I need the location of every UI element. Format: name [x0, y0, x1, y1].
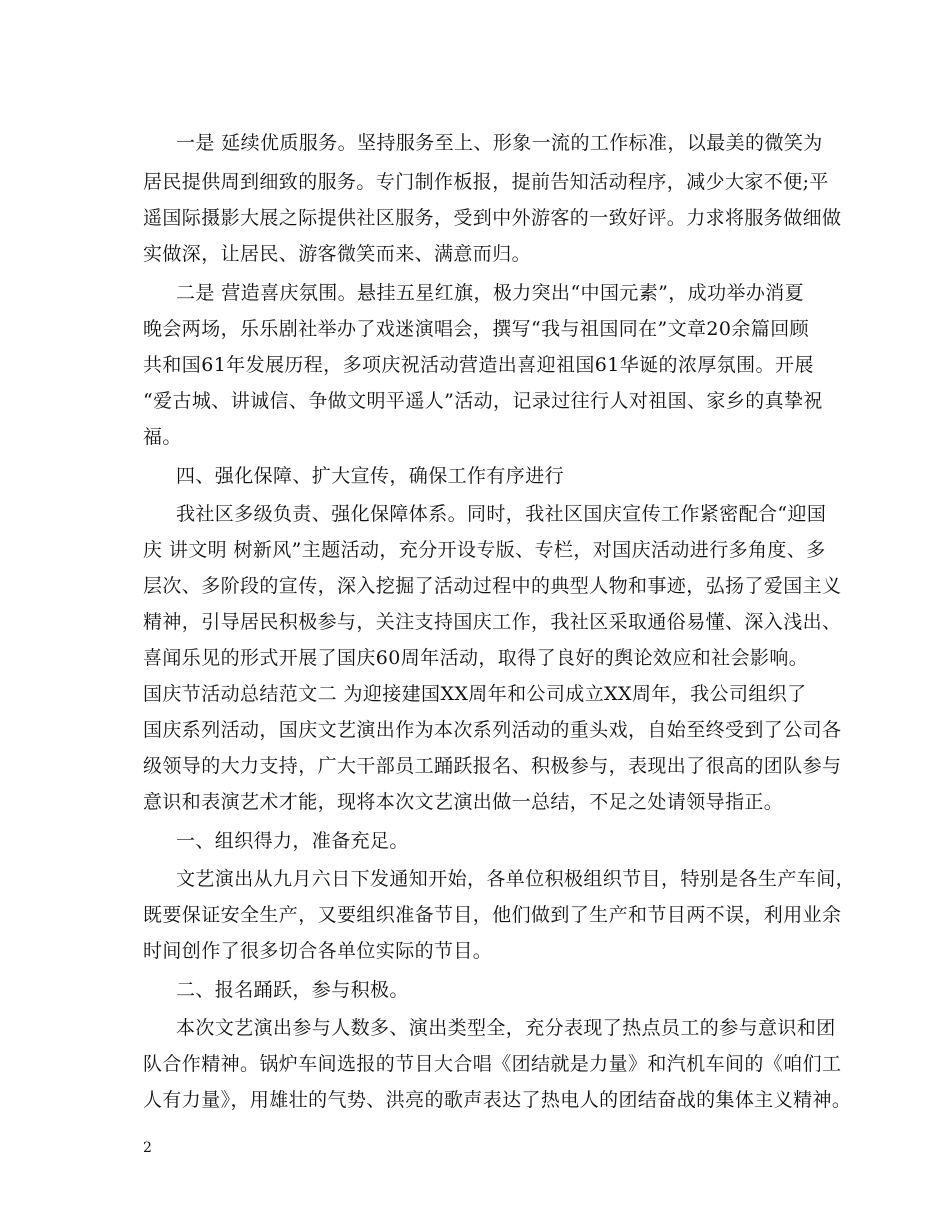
paragraph-line: 晚会两场，乐乐剧社举办了戏迷演唱会，撰写“我与祖国同在”文章20余篇回顾: [143, 318, 810, 340]
paragraph-line: 一是 延续优质服务。坚持服务至上、形象一流的工作标准，以最美的微笑为: [176, 132, 823, 154]
paragraph-line: 喜闻乐见的形式开展了国庆60周年活动，取得了良好的舆论效应和社会影响。: [143, 647, 809, 669]
paragraph-line: 意识和表演艺术才能，现将本次文艺演出做一总结，不足之处请领导指正。: [143, 791, 784, 813]
section-heading: 一、组织得力，准备充足。: [176, 830, 409, 852]
paragraph-line: 既要保证安全生产，又要组织准备节目，他们做到了生产和节目两不误，利用业余: [143, 904, 842, 926]
paragraph-line: 我社区多级负责、强化保障体系。同时，我社区国庆宣传工作紧密配合“迎国: [176, 503, 827, 525]
paragraph-line: “爱古城、讲诚信、争做文明平遥人”活动，记录过往行人对祖国、家乡的真挚祝: [143, 390, 823, 412]
paragraph-line: 人有力量》，用雄壮的气势、洪亮的歌声表达了热电人的团结奋战的集体主义精神。: [143, 1089, 852, 1111]
paragraph-line: 庆 讲文明 树新风”主题活动，充分开设专版、专栏，对国庆活动进行多角度、多: [143, 539, 826, 561]
paragraph-line: 福。: [143, 426, 182, 448]
section-heading: 二、报名踊跃，参与积极。: [176, 979, 409, 1001]
paragraph-line: 层次、多阶段的宣传，深入挖掘了活动过程中的典型人物和事迹，弘扬了爱国主义: [143, 575, 842, 597]
paragraph-line: 遥国际摄影大展之际提供社区服务，受到中外游客的一致好评。力求将服务做细做: [143, 207, 842, 229]
paragraph-line: 二是 营造喜庆氛围。悬挂五星红旗，极力突出“中国元素”，成功举办消夏: [176, 282, 805, 304]
paragraph-line: 精神，引导居民积极参与，关注支持国庆工作，我社区采取通俗易懂、深入浅出、: [143, 611, 842, 633]
paragraph-line: 居民提供周到细致的服务。专门制作板报，提前告知活动程序，减少大家不便;平: [143, 171, 829, 193]
page-number: 2: [143, 1140, 152, 1156]
paragraph-line: 时间创作了很多切合各单位实际的节目。: [143, 940, 493, 962]
paragraph-line: 国庆系列活动，国庆文艺演出作为本次系列活动的重头戏，自始至终受到了公司各: [143, 719, 842, 741]
paragraph-line: 实做深，让居民、游客微笑而来、满意而归。: [143, 243, 532, 265]
paragraph-line: 国庆节活动总结范文二 为迎接建国XX周年和公司成立XX周年，我公司组织了: [143, 683, 807, 705]
paragraph-line: 队合作精神。锅炉车间选报的节目大合唱《团结就是力量》和汽机车间的《咱们工: [143, 1053, 842, 1075]
paragraph-line: 文艺演出从九月六日下发通知开始，各单位积极组织节目，特别是各生产车间，: [176, 868, 856, 890]
paragraph-line: 共和国61年发展历程，多项庆祝活动营造出喜迎祖国61华诞的浓厚氛围。开展: [143, 354, 814, 376]
paragraph-line: 级领导的大力支持，广大干部员工踊跃报名、积极参与，表现出了很高的团队参与: [143, 755, 842, 777]
section-heading: 四、强化保障、扩大宣传，确保工作有序进行: [176, 465, 565, 487]
paragraph-line: 本次文艺演出参与人数多、演出类型全，充分表现了热点员工的参与意识和团: [176, 1017, 836, 1039]
